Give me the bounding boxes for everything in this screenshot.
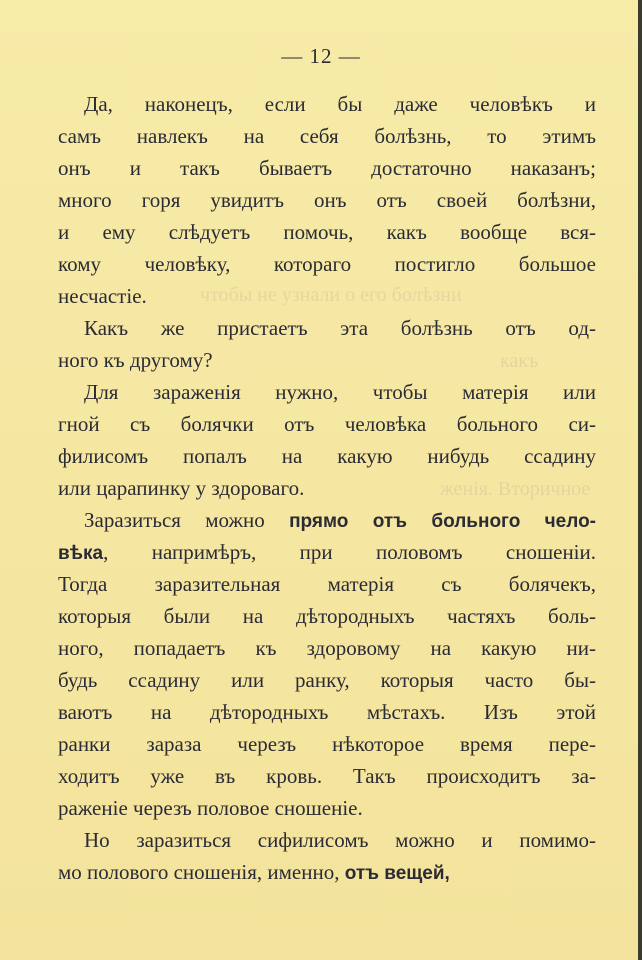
bleed-through-text: женія. Вторичное [440,478,591,500]
text-line: которыя были на дѣтородныхъ частяхъ боль- [58,604,596,628]
bold-phrase: вѣка [58,543,104,564]
text-line: Но заразиться сифилисомъ можно и помимо- [84,828,596,852]
text-line: много горя увидитъ онъ отъ своей болѣзни, [58,188,596,212]
text-line: гной съ болячки отъ человѣка больного си- [58,412,596,436]
text-line: самъ навлекъ на себя болѣзнь, то этимъ [58,124,596,148]
text-line [58,536,596,568]
text-line: и ему слѣдуетъ помочь, какъ вообще вся- [58,220,596,244]
page-edge [638,0,642,960]
text-line: ного, попадаетъ къ здоровому на какую ни- [58,636,596,660]
text-line: или царапинку у здороваго. [58,476,305,500]
text-line: онъ и такъ бываетъ достаточно наказанъ; [58,156,596,180]
bleed-through-text: какъ [500,350,539,372]
text-line: несчастіе. [58,284,147,308]
text-line: будь ссадину или ранку, которыя часто бы- [58,668,596,692]
text-line: ходитъ уже въ кровь. Такъ происходитъ за- [58,764,596,788]
text-line: ранки зараза черезъ нѣкоторое время пере- [58,732,596,756]
text-line: Да, наконецъ, если бы даже человѣкъ и [84,92,596,116]
text-line: ваютъ на дѣтородныхъ мѣстахъ. Изъ этой [58,700,596,724]
text-line: ного къ другому? [58,348,213,372]
text-line: филисомъ попалъ на какую нибудь ссадину [58,444,596,468]
text-span: Заразиться можно [84,508,290,532]
bleed-through-text: чтобы не узнали о его болѣзни [200,284,462,306]
text-line [84,504,596,536]
bold-phrase: прямо отъ больного чело- [289,511,596,532]
text-span: , напримѣръ, при половомъ сношеніи. [103,540,596,564]
text-line: Какъ же пристаетъ эта болѣзнь отъ од- [84,316,596,340]
text-line: кому человѣку, котораго постигло большое [58,252,596,276]
text-span: мо полового сношенія, именно, [58,860,345,884]
text-line: Тогда заразительная матерія съ болячекъ, [58,572,596,596]
text-line [58,856,596,888]
text-line: Для зараженія нужно, чтобы матерія или [84,380,596,404]
bold-phrase: отъ вещей, [344,863,450,884]
text-line: раженіе черезъ половое сношеніе. [58,796,363,820]
page-number: — 12 — [281,44,361,68]
